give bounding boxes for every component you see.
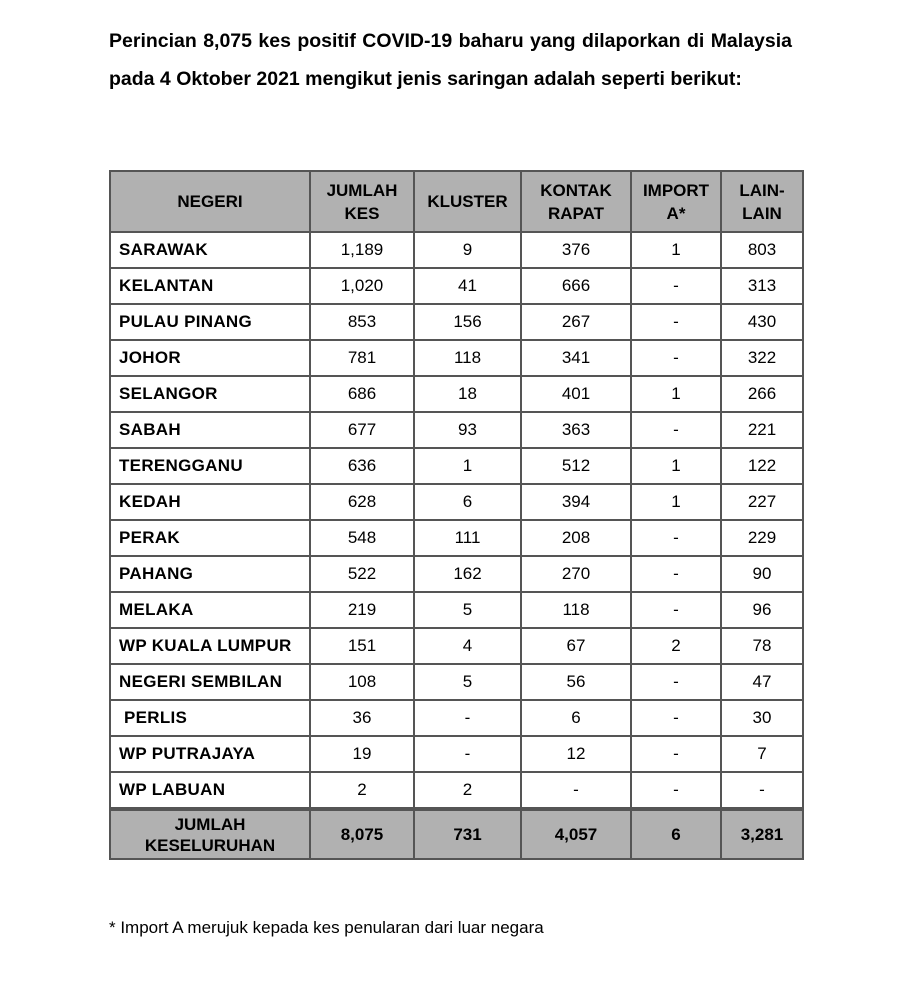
- state-name-cell: PERAK: [110, 520, 310, 556]
- import-a-cell: -: [631, 268, 721, 304]
- kontak-rapat-cell: 363: [521, 412, 631, 448]
- table-row: [110, 376, 803, 412]
- state-name-cell: TERENGGANU: [110, 448, 310, 484]
- jumlah-kes-cell: 1,020: [310, 268, 414, 304]
- header-row: [110, 171, 803, 232]
- table-row: [110, 700, 803, 736]
- intro-paragraph: Perincian 8,075 kes positif COVID-19 baharu yang dilaporkan di Malaysia pada 4 Oktober 2021 mengikut jenis saringan adalah seperti berikut:: [109, 30, 792, 90]
- kluster-cell: 5: [414, 592, 521, 628]
- jumlah-kes-cell: 636: [310, 448, 414, 484]
- kluster-cell: 156: [414, 304, 521, 340]
- state-name-cell: PERLIS: [110, 700, 310, 736]
- lain-lain-cell: 229: [721, 520, 803, 556]
- lain-lain-cell: 30: [721, 700, 803, 736]
- kontak-rapat-cell: 208: [521, 520, 631, 556]
- table-row: [110, 484, 803, 520]
- kontak-rapat-cell: 394: [521, 484, 631, 520]
- state-name-cell: SABAH: [110, 412, 310, 448]
- kluster-cell: -: [414, 700, 521, 736]
- state-name-cell: WP KUALA LUMPUR: [110, 628, 310, 664]
- total-import-a: 6: [631, 809, 721, 859]
- jumlah-kes-cell: 781: [310, 340, 414, 376]
- header-jumlah-kes: JUMLAH KES: [310, 171, 414, 232]
- kluster-cell: 118: [414, 340, 521, 376]
- table-row: [110, 520, 803, 556]
- table-row: [110, 664, 803, 700]
- header-lain-lain: LAIN-LAIN: [721, 171, 803, 232]
- kontak-rapat-cell: -: [521, 772, 631, 809]
- kontak-rapat-cell: 341: [521, 340, 631, 376]
- jumlah-kes-cell: 677: [310, 412, 414, 448]
- state-name-cell: SARAWAK: [110, 232, 310, 268]
- total-jumlah-kes: 8,075: [310, 809, 414, 859]
- import-a-cell: -: [631, 520, 721, 556]
- state-name-cell: PULAU PINANG: [110, 304, 310, 340]
- table-body: [110, 232, 803, 809]
- jumlah-kes-cell: 548: [310, 520, 414, 556]
- kontak-rapat-cell: 512: [521, 448, 631, 484]
- import-a-cell: -: [631, 736, 721, 772]
- lain-lain-cell: 221: [721, 412, 803, 448]
- state-name-cell: KELANTAN: [110, 268, 310, 304]
- lain-lain-cell: 78: [721, 628, 803, 664]
- import-a-cell: -: [631, 700, 721, 736]
- total-kluster: 731: [414, 809, 521, 859]
- header-kluster: KLUSTER: [414, 171, 521, 232]
- state-name-cell: WP PUTRAJAYA: [110, 736, 310, 772]
- lain-lain-cell: 430: [721, 304, 803, 340]
- kluster-cell: 2: [414, 772, 521, 809]
- jumlah-kes-cell: 36: [310, 700, 414, 736]
- table-row: [110, 736, 803, 772]
- lain-lain-cell: 96: [721, 592, 803, 628]
- lain-lain-cell: 90: [721, 556, 803, 592]
- import-a-cell: -: [631, 556, 721, 592]
- jumlah-kes-cell: 219: [310, 592, 414, 628]
- lain-lain-cell: -: [721, 772, 803, 809]
- table-header: [110, 171, 803, 232]
- kluster-cell: 93: [414, 412, 521, 448]
- import-a-cell: -: [631, 304, 721, 340]
- lain-lain-cell: 227: [721, 484, 803, 520]
- table-row: [110, 628, 803, 664]
- import-a-cell: 1: [631, 232, 721, 268]
- total-kontak-rapat: 4,057: [521, 809, 631, 859]
- jumlah-kes-cell: 151: [310, 628, 414, 664]
- kontak-rapat-cell: 270: [521, 556, 631, 592]
- table-row: [110, 556, 803, 592]
- table-row: [110, 232, 803, 268]
- jumlah-kes-cell: 108: [310, 664, 414, 700]
- table-footer: [110, 809, 803, 859]
- total-label: JUMLAH KESELURUHAN: [110, 809, 310, 859]
- table-row: [110, 448, 803, 484]
- state-name-cell: SELANGOR: [110, 376, 310, 412]
- jumlah-kes-cell: 19: [310, 736, 414, 772]
- table-row: [110, 772, 803, 809]
- state-name-cell: PAHANG: [110, 556, 310, 592]
- table-row: [110, 340, 803, 376]
- kluster-cell: -: [414, 736, 521, 772]
- kluster-cell: 4: [414, 628, 521, 664]
- total-lain-lain: 3,281: [721, 809, 803, 859]
- kluster-cell: 1: [414, 448, 521, 484]
- kluster-cell: 6: [414, 484, 521, 520]
- kontak-rapat-cell: 118: [521, 592, 631, 628]
- table-row: [110, 412, 803, 448]
- jumlah-kes-cell: 522: [310, 556, 414, 592]
- import-a-cell: -: [631, 592, 721, 628]
- kontak-rapat-cell: 267: [521, 304, 631, 340]
- jumlah-kes-cell: 686: [310, 376, 414, 412]
- lain-lain-cell: 322: [721, 340, 803, 376]
- kluster-cell: 162: [414, 556, 521, 592]
- jumlah-kes-cell: 853: [310, 304, 414, 340]
- jumlah-kes-cell: 628: [310, 484, 414, 520]
- kluster-cell: 41: [414, 268, 521, 304]
- import-a-cell: 2: [631, 628, 721, 664]
- lain-lain-cell: 47: [721, 664, 803, 700]
- kluster-cell: 9: [414, 232, 521, 268]
- lain-lain-cell: 7: [721, 736, 803, 772]
- state-name-cell: NEGERI SEMBILAN: [110, 664, 310, 700]
- cases-by-state-table: [109, 170, 804, 860]
- jumlah-kes-cell: 1,189: [310, 232, 414, 268]
- lain-lain-cell: 313: [721, 268, 803, 304]
- import-a-cell: 1: [631, 376, 721, 412]
- import-a-cell: 1: [631, 448, 721, 484]
- lain-lain-cell: 803: [721, 232, 803, 268]
- kluster-cell: 18: [414, 376, 521, 412]
- kontak-rapat-cell: 67: [521, 628, 631, 664]
- import-a-cell: -: [631, 412, 721, 448]
- kontak-rapat-cell: 12: [521, 736, 631, 772]
- lain-lain-cell: 122: [721, 448, 803, 484]
- header-import-a: IMPORT A*: [631, 171, 721, 232]
- state-name-cell: WP LABUAN: [110, 772, 310, 809]
- kontak-rapat-cell: 6: [521, 700, 631, 736]
- header-negeri: NEGERI: [110, 171, 310, 232]
- table-row: [110, 268, 803, 304]
- import-a-cell: -: [631, 772, 721, 809]
- import-a-cell: -: [631, 664, 721, 700]
- table-row: [110, 304, 803, 340]
- total-row: [110, 809, 803, 859]
- kluster-cell: 111: [414, 520, 521, 556]
- state-name-cell: JOHOR: [110, 340, 310, 376]
- import-a-cell: -: [631, 340, 721, 376]
- lain-lain-cell: 266: [721, 376, 803, 412]
- kontak-rapat-cell: 376: [521, 232, 631, 268]
- kontak-rapat-cell: 401: [521, 376, 631, 412]
- kluster-cell: 5: [414, 664, 521, 700]
- kontak-rapat-cell: 666: [521, 268, 631, 304]
- jumlah-kes-cell: 2: [310, 772, 414, 809]
- import-a-cell: 1: [631, 484, 721, 520]
- kontak-rapat-cell: 56: [521, 664, 631, 700]
- state-name-cell: MELAKA: [110, 592, 310, 628]
- table-row: [110, 592, 803, 628]
- state-name-cell: KEDAH: [110, 484, 310, 520]
- header-kontak-rapat: KONTAK RAPAT: [521, 171, 631, 232]
- footnote: * Import A merujuk kepada kes penularan dari luar negara: [109, 918, 544, 937]
